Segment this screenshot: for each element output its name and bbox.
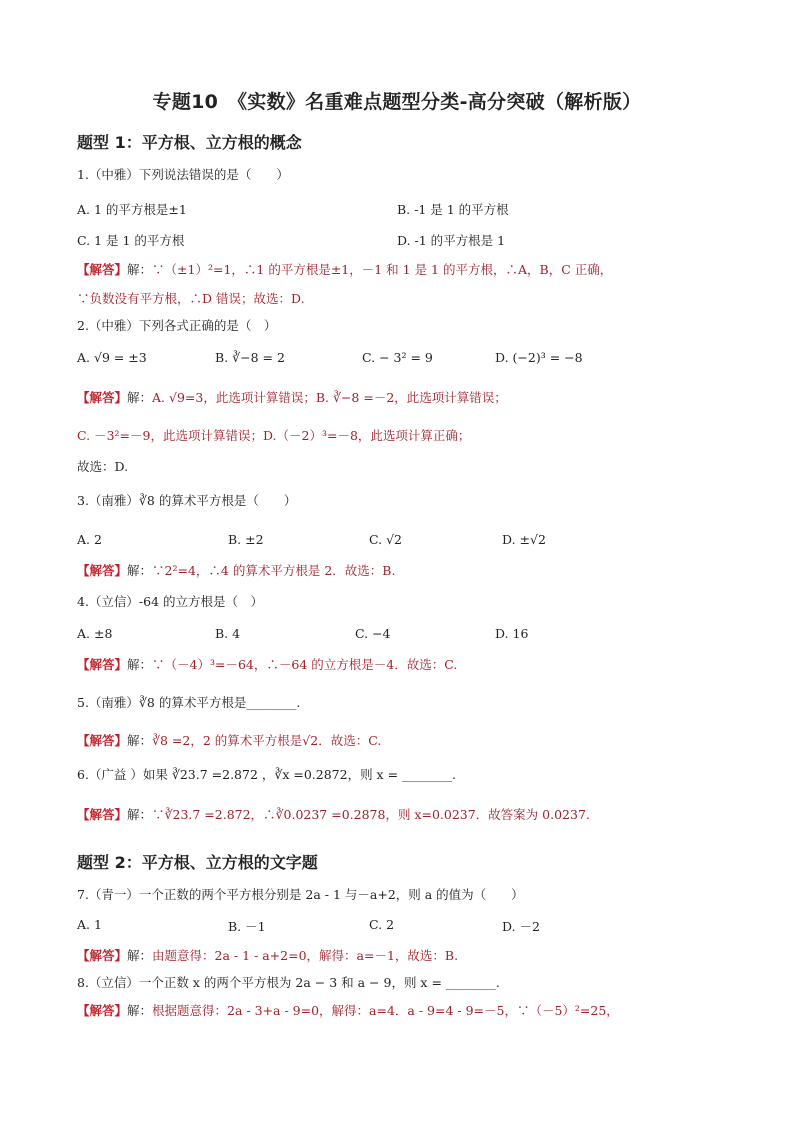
- answer-text: ∵2²=4，∴4 的算术平方根是 2．故选：B.: [152, 563, 396, 578]
- question-3-answer-line-1: [77, 563, 395, 579]
- question-7-answer-line-1: [77, 948, 458, 964]
- question-4-option-d: D. 16: [495, 626, 529, 641]
- answer-tag: 【解答】: [77, 807, 128, 822]
- answer-text: ∵（－4）³=－64，∴－64 的立方根是－4．故选：C.: [152, 657, 458, 672]
- question-5-stem: 5.（南雅）∛8 的算术平方根是________.: [77, 695, 301, 710]
- answer-text: 由题意得：2a - 1 - a+2=0，解得：a=－1，故选：B.: [152, 948, 459, 963]
- question-7-option-d: D. －2: [502, 919, 540, 934]
- question-4-stem: 4.（立信）-64 的立方根是（ ）: [77, 594, 264, 609]
- answer-tag: 【解答】: [77, 657, 128, 672]
- question-2-option-b: B. ∛−8 = 2: [215, 350, 285, 365]
- question-2-stem: 2.（中雅）下列各式正确的是（ ）: [77, 318, 277, 333]
- question-6-stem: 6.（广益 ）如果 ∛23.7 =2.872 ，∛x =0.2872，则 x = ________.: [77, 767, 456, 782]
- question-7-option-b: B. －1: [228, 919, 266, 934]
- answer-tag: 【解答】: [77, 733, 128, 748]
- question-1-stem: 1.（中雅）下列说法错误的是（ ）: [77, 167, 289, 182]
- answer-prefix: 解：: [127, 563, 153, 578]
- answer-tag: 【解答】: [77, 390, 128, 405]
- question-3-option-c: C. √2: [369, 532, 402, 547]
- question-3-stem: 3.（南雅）∛8 的算术平方根是（ ）: [77, 493, 297, 508]
- question-4-answer-line-1: [77, 657, 457, 673]
- question-1-option-a: A. 1 的平方根是±1: [77, 202, 187, 217]
- question-8-stem: 8.（立信）一个正数 x 的两个平方根为 2a − 3 和 a − 9，则 x = ________.: [77, 975, 500, 990]
- answer-text: ∵（±1）²=1，∴1 的平方根是±1，－1 和 1 是 1 的平方根，∴A，B，C 正确，: [152, 262, 613, 277]
- question-4-option-a: A. ±8: [77, 626, 113, 641]
- question-2-answer-line-3: 故选：D.: [77, 459, 129, 474]
- question-6-answer-line-1: [77, 807, 590, 823]
- answer-prefix: 解：: [127, 807, 153, 822]
- answer-prefix: 解：: [127, 948, 153, 963]
- answer-tag: 【解答】: [77, 1003, 128, 1018]
- question-7-option-c: C. 2: [369, 917, 395, 932]
- question-3-option-a: A. 2: [77, 532, 102, 547]
- question-3-option-b: B. ±2: [228, 532, 264, 547]
- question-7-option-a: A. 1: [77, 917, 102, 932]
- question-8-answer-line-1: [77, 1003, 619, 1019]
- question-2-answer-line-1: [77, 390, 507, 406]
- answer-text: ∛8 =2，2 的算术平方根是√2．故选：C.: [152, 733, 382, 748]
- question-1-answer-line-1: [77, 262, 612, 278]
- question-1-option-b: B. -1 是 1 的平方根: [397, 202, 509, 217]
- answer-prefix: 解：: [127, 1003, 153, 1018]
- answer-prefix: 解：: [127, 657, 153, 672]
- section-heading-1: 题型 1：平方根、立方根的概念: [77, 133, 302, 152]
- question-2-option-c: C. − 3² = 9: [362, 350, 433, 365]
- answer-prefix: 解：: [127, 733, 153, 748]
- question-4-option-b: B. 4: [215, 626, 241, 641]
- answer-prefix: 解：: [127, 390, 153, 405]
- question-5-answer-line-1: [77, 733, 381, 749]
- answer-text: 根据题意得：2a - 3+a - 9=0，解得：a=4．a - 9=4 - 9=－5，∵（－5）²=25，: [152, 1003, 619, 1018]
- question-2-option-d: D. (−2)³ = −8: [495, 350, 583, 365]
- answer-tag: 【解答】: [77, 262, 128, 277]
- question-2-answer-line-2: C. －3²=－9，此选项计算错误；D.（－2）³=－8，此选项计算正确；: [77, 428, 471, 443]
- question-7-stem: 7.（青一）一个正数的两个平方根分别是 2a - 1 与－a+2，则 a 的值为（ ）: [77, 887, 524, 902]
- answer-text: A. √9=3，此选项计算错误；B. ∛−8 =－2，此选项计算错误；: [152, 390, 507, 405]
- answer-tag: 【解答】: [77, 948, 128, 963]
- answer-prefix: 解：: [127, 262, 153, 277]
- answer-tag: 【解答】: [77, 563, 128, 578]
- section-heading-2: 题型 2：平方根、立方根的文字题: [77, 853, 318, 872]
- question-1-option-d: D. -1 的平方根是 1: [397, 233, 506, 248]
- question-1-option-c: C. 1 是 1 的平方根: [77, 233, 185, 248]
- question-3-option-d: D. ±√2: [502, 532, 546, 547]
- page-title: 专题10 《实数》名重难点题型分类-高分突破（解析版）: [152, 91, 642, 113]
- question-1-answer-line-2: ∵负数没有平方根，∴D 错误；故选：D.: [77, 291, 305, 306]
- answer-text: ∵∛23.7 =2.872，∴∛0.0237 =0.2878，则 x=0.0237．故答案为 0.0237.: [152, 807, 590, 822]
- question-2-option-a: A. √9 = ±3: [77, 350, 147, 365]
- question-4-option-c: C. −4: [355, 626, 391, 641]
